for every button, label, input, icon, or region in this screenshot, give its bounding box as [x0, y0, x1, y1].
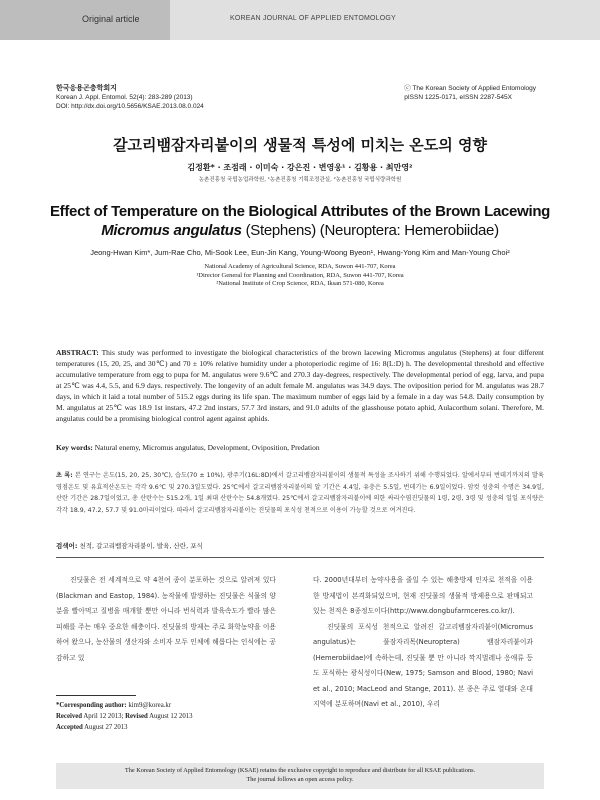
abstract-kr-text: 본 연구는 온도(15, 20, 25, 30℃), 습도(70 ± 10%), 광주기(16L:8D)에서 갈고리뱀잠자리붙이의 생물적 특성을 조사하기 위해 수행되었다. 알에서부터 번데기까지의 발육영점온도 및 유효적산온도는 각각 9.6℃ 및 270.3일도였다. 25℃에서 갈고리뱀잠자리붙이의 알 기간은 4.4일, 유충은 5.5일, 번데기는 6.9일이었다. 암컷 성충의 수명은 34.9일, 산란 기간은 28.7일이었고, 총 산란수는 515.2개, 1일 최대 산란수는 54.8개였다. 25℃에서 갈고리뱀잠자리붙이에 의한 싸리수염진딧물의 1령, 2령, 3령 및 성충의 일일 포식량은 각각 18.9, 47.2, 57.7 및 91.0마리이었다. 따라서 갈고리뱀잠자리붙이는 진딧물의 포식성 천적으로 이용이 가능할 것으로 여겨진다.: [56, 472, 544, 514]
revised-date: August 12 2013: [149, 713, 193, 720]
keywords-english: [56, 443, 544, 452]
doi-link[interactable]: DOI: http://dx.doi.org/10.5656/KSAE.2013.08.0.024: [56, 103, 204, 110]
body-paragraph: 다. 2000년대부터 농약사용을 줄일 수 있는 해충방제 인자로 천적을 이용한 방제법이 본격화되었으며, 현재 진딧물의 생물적 방제용으로 판매되고 있는 천적은 8종정도이다(http://www.dongbufarmceres.co.kr/).: [313, 576, 533, 615]
accepted-label: Accepted: [56, 724, 83, 731]
citation-block: [56, 84, 204, 111]
title-korean: 갈고리뱀잠자리붙이의 생물적 특성에 미치는 온도의 영향: [113, 136, 487, 154]
affiliation: National Academy of Agricultural Science, RDA, Suwon 441-707, Korea: [204, 263, 396, 270]
title-english-rest: (Stephens) (Neuroptera: Hemerobiidae): [241, 222, 499, 239]
received-revised: [56, 711, 193, 722]
corresponding-author: [56, 700, 193, 711]
authors-english: Jeong-Hwan Kim*, Jum-Rae Cho, Mi-Sook Lee, Eun-Jin Kang, Young-Woong Byeon¹, Hwang-Yong Kim and Man-Young Choi²: [90, 248, 510, 257]
body-column-left: [56, 573, 276, 666]
affiliation: ²National Institute of Crop Science, RDA, Iksan 571-080, Korea: [216, 280, 384, 287]
journal-banner-text: KOREAN JOURNAL OF APPLIED ENTOMOLOGY: [230, 15, 396, 22]
article-type-band: [0, 0, 170, 40]
received-label: Received: [56, 713, 83, 720]
keywords-text: Natural enemy, Micromus angulatus, Development, Oviposition, Predation: [92, 443, 320, 452]
body-column-right: [313, 573, 533, 713]
accepted: [56, 722, 193, 733]
abstract-text: This study was performed to investigate the biological characteristics of the brown lacewing Micromus angulatus (Stephens) at four different temperatures (15, 20, 25, and 30℃) and 70 ± 10% relative humidity under a photoperiodic regime of 16: 8(L:D) h. The developmental threshold and effective accumulative temperature from egg to pupa for M. angulatus were 9.6℃ and 270.3 day-degrees, respectively. The developmental period of egg, larva, and pupa at 25℃ was 4.4, 5.5, and 6.9 days. respectively. The longevity of an adult female M. angulatus was 34.9 days. The oviposition period for M. angulatus was 28.7 days, in which it laid a total number of 515.2 eggs during its life span. The maximum number of eggs laid by a female in a day was 54.8. Daily consumption by M. angulatus at 25℃ was 18.9 1st instars, 47.2 2nd instars, 57.7 3rd instars, and 91.0 adults of the glasshouse potato aphid, Aulacorthum solani. Therefore, M. angulatus could be a promising biological control agent against aphids.: [56, 348, 544, 423]
keywords-kr-label: 검색어:: [56, 542, 78, 550]
abstract-korean: [56, 470, 544, 516]
accepted-date: August 27 2013: [84, 724, 128, 731]
copyright-block: [404, 84, 536, 102]
species-name: Micromus angulatus: [101, 222, 242, 239]
article-type: Original article: [82, 14, 140, 24]
revised-label: Revised: [125, 713, 148, 720]
journal-header: [0, 0, 600, 40]
footnote: [56, 700, 193, 733]
affiliations-korean: 농촌진흥청 국립농업과학원, ¹농촌진흥청 기획조정관실, ²농촌진흥청 국립식량과학원: [198, 177, 402, 183]
keywords-label: Key words:: [56, 443, 93, 452]
affiliations-english: [0, 263, 600, 289]
corr-email[interactable]: kim9@korea.kr: [128, 702, 172, 709]
body-paragraph: 진딧물은 전 세계적으로 약 4천여 종이 분포하는 것으로 알려져 있다(Blackman and Eastop, 1984). 농작물에 발생하는 진딧물은 식물의 양분을 빨아먹고 질병을 매개할 뿐만 아니라 번식력과 발육속도가 빨라 많은 피해를 주는 매우 중요한 해충이다. 진딧물의 방제는 주로 화학농약을 이용하여 왔으나, 농산물의 생산자와 소비자 모두 인체에 해롭다는 인식에는 공감하고 있: [56, 576, 276, 662]
title-english-line1: Effect of Temperature on the Biological Attributes of the Brown Lacewing: [49, 203, 551, 220]
section-divider: [56, 557, 544, 558]
keywords-korean: [56, 541, 544, 550]
abstract-label: ABSTRACT:: [56, 348, 99, 357]
issn: pISSN 1225-0171, eISSN 2287-545X: [404, 94, 512, 101]
notice-line: The Korean Society of Applied Entomology (KSAE) retains the exclusive copyright to reproduce and distribute for all KSAE publications.: [124, 767, 476, 774]
citation: Korean J. Appl. Entomol. 52(4): 283-289 (2013): [56, 94, 193, 101]
copyright-notice: [56, 763, 544, 789]
received-date: April 12 2013;: [83, 713, 124, 720]
journal-banner: [170, 0, 600, 40]
body-paragraph: 진딧물의 포식성 천적으로 알려진 갈고리뱀잠자리붙이(Micromus angulatus)는 풀잠자리목(Neuroptera) 뱀잠자리붙이과(Hemerobiidae)에 속하는데, 진딧물 뿐 만 아니라 깍지벌레나 응애류 등도 포식하는 광식성이다(New, 1975; Samson and Blood, 1980; Navi et al., 2010; MacLeod and Stange, 2011). 본 종은 주로 열대와 온대지역에 분포하며(Navi et al., 2010), 우리: [313, 622, 533, 708]
corr-label: *Corresponding author:: [56, 702, 127, 709]
title-english-line2: [0, 222, 600, 239]
footnote-divider: [56, 695, 136, 696]
affiliation: ¹Director General for Planning and Coordination, RDA, Suwon 441-707, Korea: [196, 271, 404, 279]
journal-name-kr: 한국응용곤충학회지: [56, 85, 117, 92]
copyright: ⓒ The Korean Society of Applied Entomology: [404, 85, 536, 92]
abstract-kr-label: 초 록:: [56, 472, 73, 479]
notice-line: The journal follows an open access policy.: [246, 776, 354, 783]
abstract-english: [56, 347, 544, 424]
authors-korean: 김정환* · 조점래 · 이미숙 · 강은진 · 변영웅¹ · 김황용 · 최만영²: [187, 163, 413, 172]
keywords-kr-text: 천적, 갈고리뱀잠자리붙이, 발육, 산란, 포식: [77, 542, 203, 550]
